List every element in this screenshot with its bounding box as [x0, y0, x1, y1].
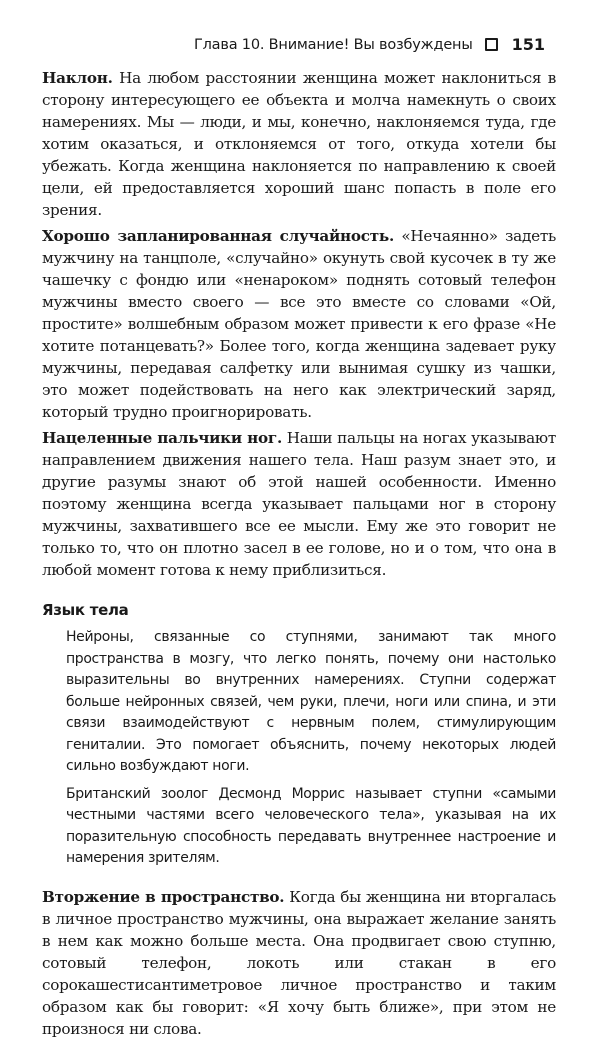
page-number: 151 — [511, 35, 545, 54]
paragraph-lead: Вторжение в пространство. — [42, 887, 285, 906]
square-box-icon — [485, 38, 498, 51]
paragraph-planned-accident — [42, 225, 556, 423]
paragraph-lean — [42, 67, 556, 221]
paragraph-text: Наши пальцы на ногах указывают направлением движения нашего тела. Наш разум знает это, и другие разумы знают об этой нашей особенности. Именно поэтому женщина всегда указывает пальцами ног в сторону мужчины, захватившего все ее мысли. Ему же это говорит не только то, что он плотно засел в ее голове, но и о том, что она в любой момент готова к нему приблизиться. — [42, 429, 556, 579]
page-body — [42, 67, 556, 1044]
running-header — [194, 35, 545, 54]
paragraph-text: «Нечаянно» задеть мужчину на танцполе, «случайно» окунуть свой кусочек в ту же чашечку с фондю или «ненароком» поднять сотовый телефон мужчины вместо своего — все это вместе со словами «Ой, простите» волшебным образом может привести к его фразе «Не хотите потанцевать?» Более того, когда женщина задевает руку мужчины, передавая салфетку или вынимая сушку из чашки, это может подействовать на него как электрический заряд, который трудно проигнорировать. — [42, 227, 556, 421]
paragraph-text: Когда бы женщина ни вторгалась в личное пространство мужчины, она выражает желание занять в нем как можно больше места. Она продвигает свою ступню, сотовый телефон, локоть или стакан в его сорокашестисантиметровое личное пространство и таким образом как бы говорит: «Я хочу быть ближе», при этом не произнося ни слова. — [42, 887, 556, 1038]
sidebar-paragraph: Британский зоолог Десмонд Моррис называет ступни «самыми честными частями всего человеческого тела», указывая на их поразительную способность передавать внутреннее настроение и намерения зрителям. — [66, 785, 556, 866]
paragraph-lead: Наклон. — [42, 69, 113, 87]
paragraph-lead: Нацеленные пальчики ног. — [42, 429, 282, 447]
sidebar-paragraph: Нейроны, связанные со ступнями, занимают так много пространства в мозгу, что легко понять, почему они настолько выразительны во внутренних намерениях. Ступни содержат больше нейронных связей, чем руки, плечи, ноги или спина, и эти связи взаимодействуют с нервным полем, стимулирующим гениталии. Это помогает объяснить, почему некоторых людей сильно возбуждают ноги. — [66, 629, 556, 774]
sidebar-heading: Язык тела — [42, 601, 129, 619]
paragraph-text: На любом расстоянии женщина может наклониться в сторону интересующего ее объекта и молча намекнуть о своих намерениях. Мы — люди, и мы, конечно, наклоняемся туда, где хотим оказаться, и отклоняемся от того, откуда хотели бы убежать. Когда женщина наклоняется по направлению к своей цели, ей предоставляется хороший шанс попасть в поле его зрения. — [42, 69, 556, 219]
paragraph-pointed-toes — [42, 427, 556, 581]
chapter-title: Глава 10. Внимание! Вы возбуждены — [193, 36, 473, 53]
sidebar-box — [42, 599, 556, 870]
paragraph-space-invasion — [42, 886, 556, 1040]
paragraph-lead: Хорошо запланированная случайность. — [42, 227, 394, 245]
sidebar-body — [66, 627, 556, 870]
